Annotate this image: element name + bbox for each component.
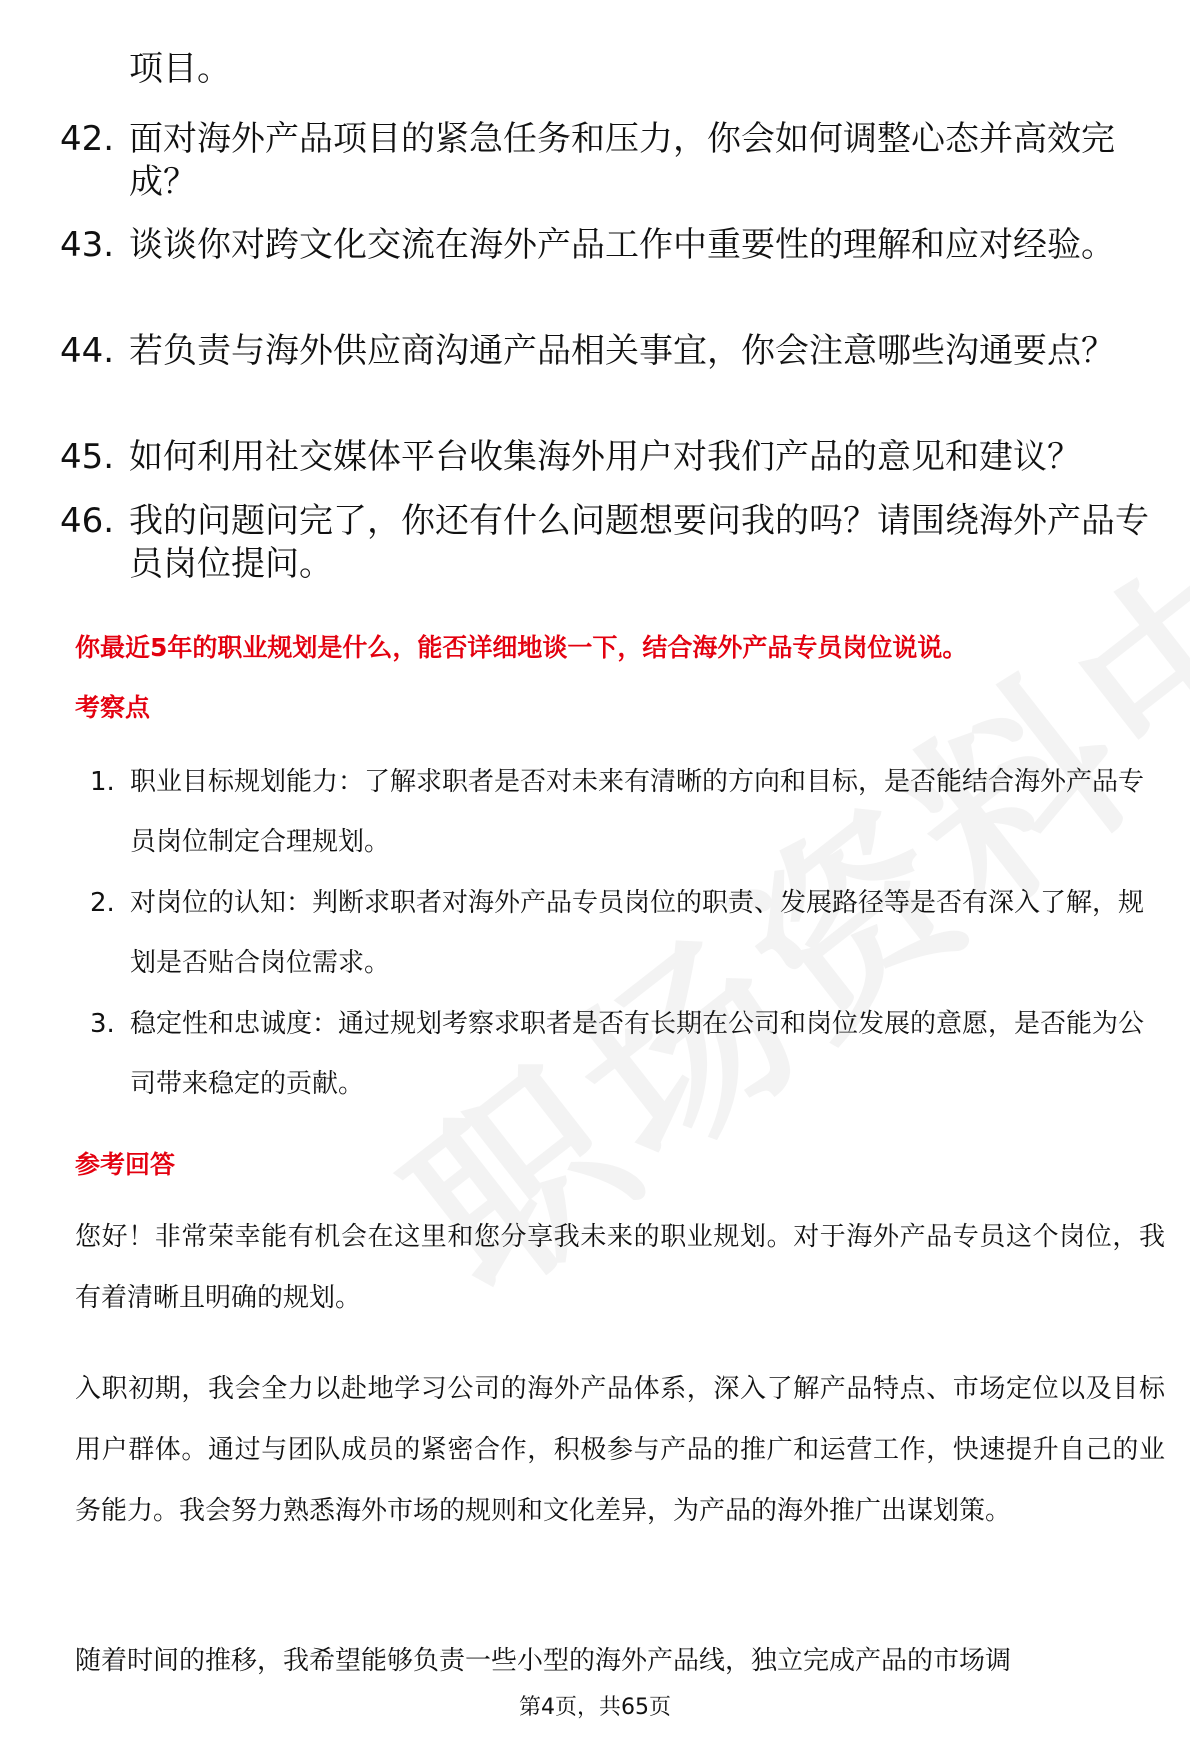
page-footer: 第4页，共65页 [519, 1695, 671, 1720]
question-number: 44. [60, 331, 115, 371]
question-text: 面对海外产品项目的紧急任务和压力，你会如何调整心态并高效完成？ [129, 119, 1115, 202]
answer-paragraph: 您好！非常荣幸能有机会在这里和您分享我未来的职业规划。对于海外产品专员这个岗位，我有着清晰且明确的规划。 [75, 1222, 1165, 1313]
question-number: 46. [60, 501, 115, 541]
question-text: 我的问题问完了，你还有什么问题想要问我的吗？请围绕海外产品专员岗位提问。 [129, 501, 1149, 584]
point-number: 1. [90, 767, 115, 797]
question-item [60, 436, 1150, 479]
point-number: 2. [90, 888, 115, 918]
point-item [90, 873, 1160, 993]
points-heading: 考察点 [75, 693, 151, 722]
question-number: 42. [60, 119, 115, 159]
question-item [60, 224, 1150, 267]
section-title: 你最近5年的职业规划是什么，能否详细地谈一下，结合海外产品专员岗位说说。 [75, 633, 968, 662]
point-item [90, 752, 1160, 872]
answer-paragraph: 入职初期，我会全力以赴地学习公司的海外产品体系，深入了解产品特点、市场定位以及目标用户群体。通过与团队成员的紧密合作，积极参与产品的推广和运营工作，快速提升自己的业务能力。我会努力熟悉海外市场的规则和文化差异，为产品的海外推广出谋划策。 [75, 1374, 1165, 1526]
point-number: 3. [90, 1009, 115, 1039]
question-text: 若负责与海外供应商沟通产品相关事宜，你会注意哪些沟通要点？ [129, 331, 1115, 371]
question-text: 谈谈你对跨文化交流在海外产品工作中重要性的理解和应对经验。 [129, 225, 1115, 265]
answer-heading: 参考回答 [75, 1150, 176, 1179]
point-text: 对岗位的认知：判断求职者对海外产品专员岗位的职责、发展路径等是否有深入了解，规划是否贴合岗位需求。 [130, 888, 1145, 978]
point-item [90, 994, 1160, 1114]
question-continuation: 项目。 [129, 49, 231, 89]
question-text: 如何利用社交媒体平台收集海外用户对我们产品的意见和建议？ [129, 437, 1081, 477]
question-item [60, 118, 1150, 204]
point-text: 职业目标规划能力：了解求职者是否对未来有清晰的方向和目标，是否能结合海外产品专员岗位制定合理规划。 [130, 767, 1145, 857]
question-number: 43. [60, 225, 115, 265]
question-item [60, 330, 1150, 373]
answer-paragraph: 随着时间的推移，我希望能够负责一些小型的海外产品线，独立完成产品的市场调 [75, 1646, 1012, 1676]
point-text: 稳定性和忠诚度：通过规划考察求职者是否有长期在公司和岗位发展的意愿，是否能为公司带来稳定的贡献。 [130, 1009, 1145, 1099]
question-number: 45. [60, 437, 115, 477]
question-item [60, 500, 1150, 586]
